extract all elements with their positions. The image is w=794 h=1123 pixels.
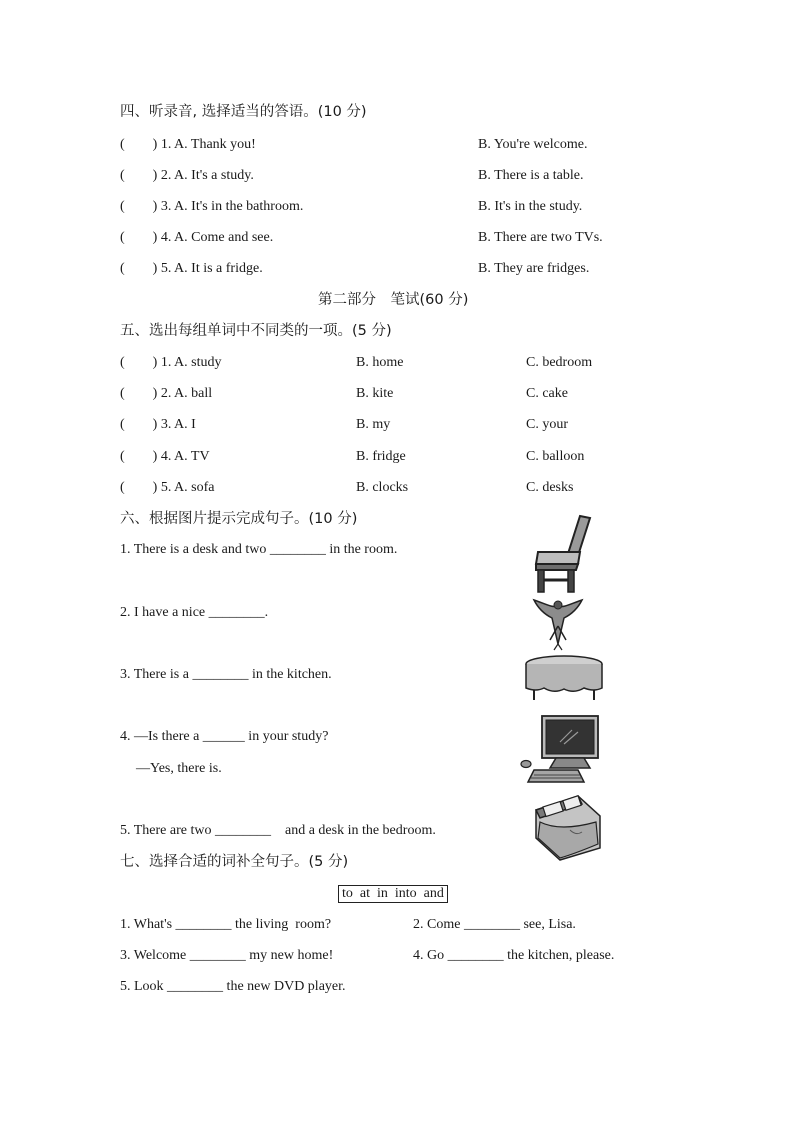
word-bank-box: to at in into and [338, 885, 448, 903]
section7-heading: 七、选择合适的词补全句子。(5 分) [120, 854, 349, 870]
table-icon [522, 654, 606, 702]
section7-q5: 5. Look ________ the new DVD player. [120, 979, 346, 994]
section5-item-1-a: ( ) 1. A. study [120, 355, 222, 370]
section7-q3: 3. Welcome ________ my new home! [120, 948, 334, 963]
bird-kite-icon [528, 596, 588, 652]
section4-item-4-a: ( ) 4. A. Come and see. [120, 230, 274, 245]
section4-item-5-a: ( ) 5. A. It is a fridge. [120, 261, 263, 276]
section6-q1: 1. There is a desk and two ________ in the room. [120, 542, 398, 557]
bed-icon [530, 792, 606, 862]
part2-title: 第二部分 笔试(60 分) [318, 292, 469, 308]
section5-item-2-c: C. cake [526, 386, 568, 401]
section5-item-1-c: C. bedroom [526, 355, 593, 370]
section4-item-2-a: ( ) 2. A. It's a study. [120, 168, 254, 183]
section6-q3: 3. There is a ________ in the kitchen. [120, 667, 332, 682]
section5-item-3-a: ( ) 3. A. I [120, 417, 196, 432]
section5-item-5-b: B. clocks [356, 480, 409, 495]
section5-heading: 五、选出每组单词中不同类的一项。(5 分) [120, 323, 392, 339]
section4-item-3-a: ( ) 3. A. It's in the bathroom. [120, 199, 304, 214]
section5-item-3-b: B. my [356, 417, 391, 432]
section5-item-4-b: B. fridge [356, 449, 406, 464]
section5-item-1-b: B. home [356, 355, 404, 370]
section6-q4-answer: —Yes, there is. [136, 761, 222, 776]
section5-item-5-c: C. desks [526, 480, 574, 495]
section5-item-3-c: C. your [526, 417, 568, 432]
section4-item-3-b: B. It's in the study. [478, 199, 583, 214]
section5-item-4-a: ( ) 4. A. TV [120, 449, 210, 464]
section6-q2: 2. I have a nice ________. [120, 605, 269, 620]
section7-q4: 4. Go ________ the kitchen, please. [413, 948, 615, 963]
section4-item-5-b: B. They are fridges. [478, 261, 590, 276]
section5-item-5-a: ( ) 5. A. sofa [120, 480, 215, 495]
section4-item-1-b: B. You're welcome. [478, 137, 588, 152]
section6-q5: 5. There are two ________ and a desk in the bedroom. [120, 823, 436, 838]
section4-item-2-b: B. There is a table. [478, 168, 584, 183]
section4-item-4-b: B. There are two TVs. [478, 230, 603, 245]
section4-heading: 四、听录音, 选择适当的答语。(10 分) [120, 104, 367, 120]
computer-icon [520, 712, 606, 786]
chair-icon [528, 512, 600, 594]
section5-item-2-a: ( ) 2. A. ball [120, 386, 213, 401]
section5-item-4-c: C. balloon [526, 449, 585, 464]
section6-heading: 六、根据图片提示完成句子。(10 分) [120, 511, 358, 527]
section7-q1: 1. What's ________ the living room? [120, 917, 332, 932]
section4-item-1-a: ( ) 1. A. Thank you! [120, 137, 256, 152]
section5-item-2-b: B. kite [356, 386, 394, 401]
section6-q4-question: 4. —Is there a ______ in your study? [120, 729, 329, 744]
section7-q2: 2. Come ________ see, Lisa. [413, 917, 576, 932]
